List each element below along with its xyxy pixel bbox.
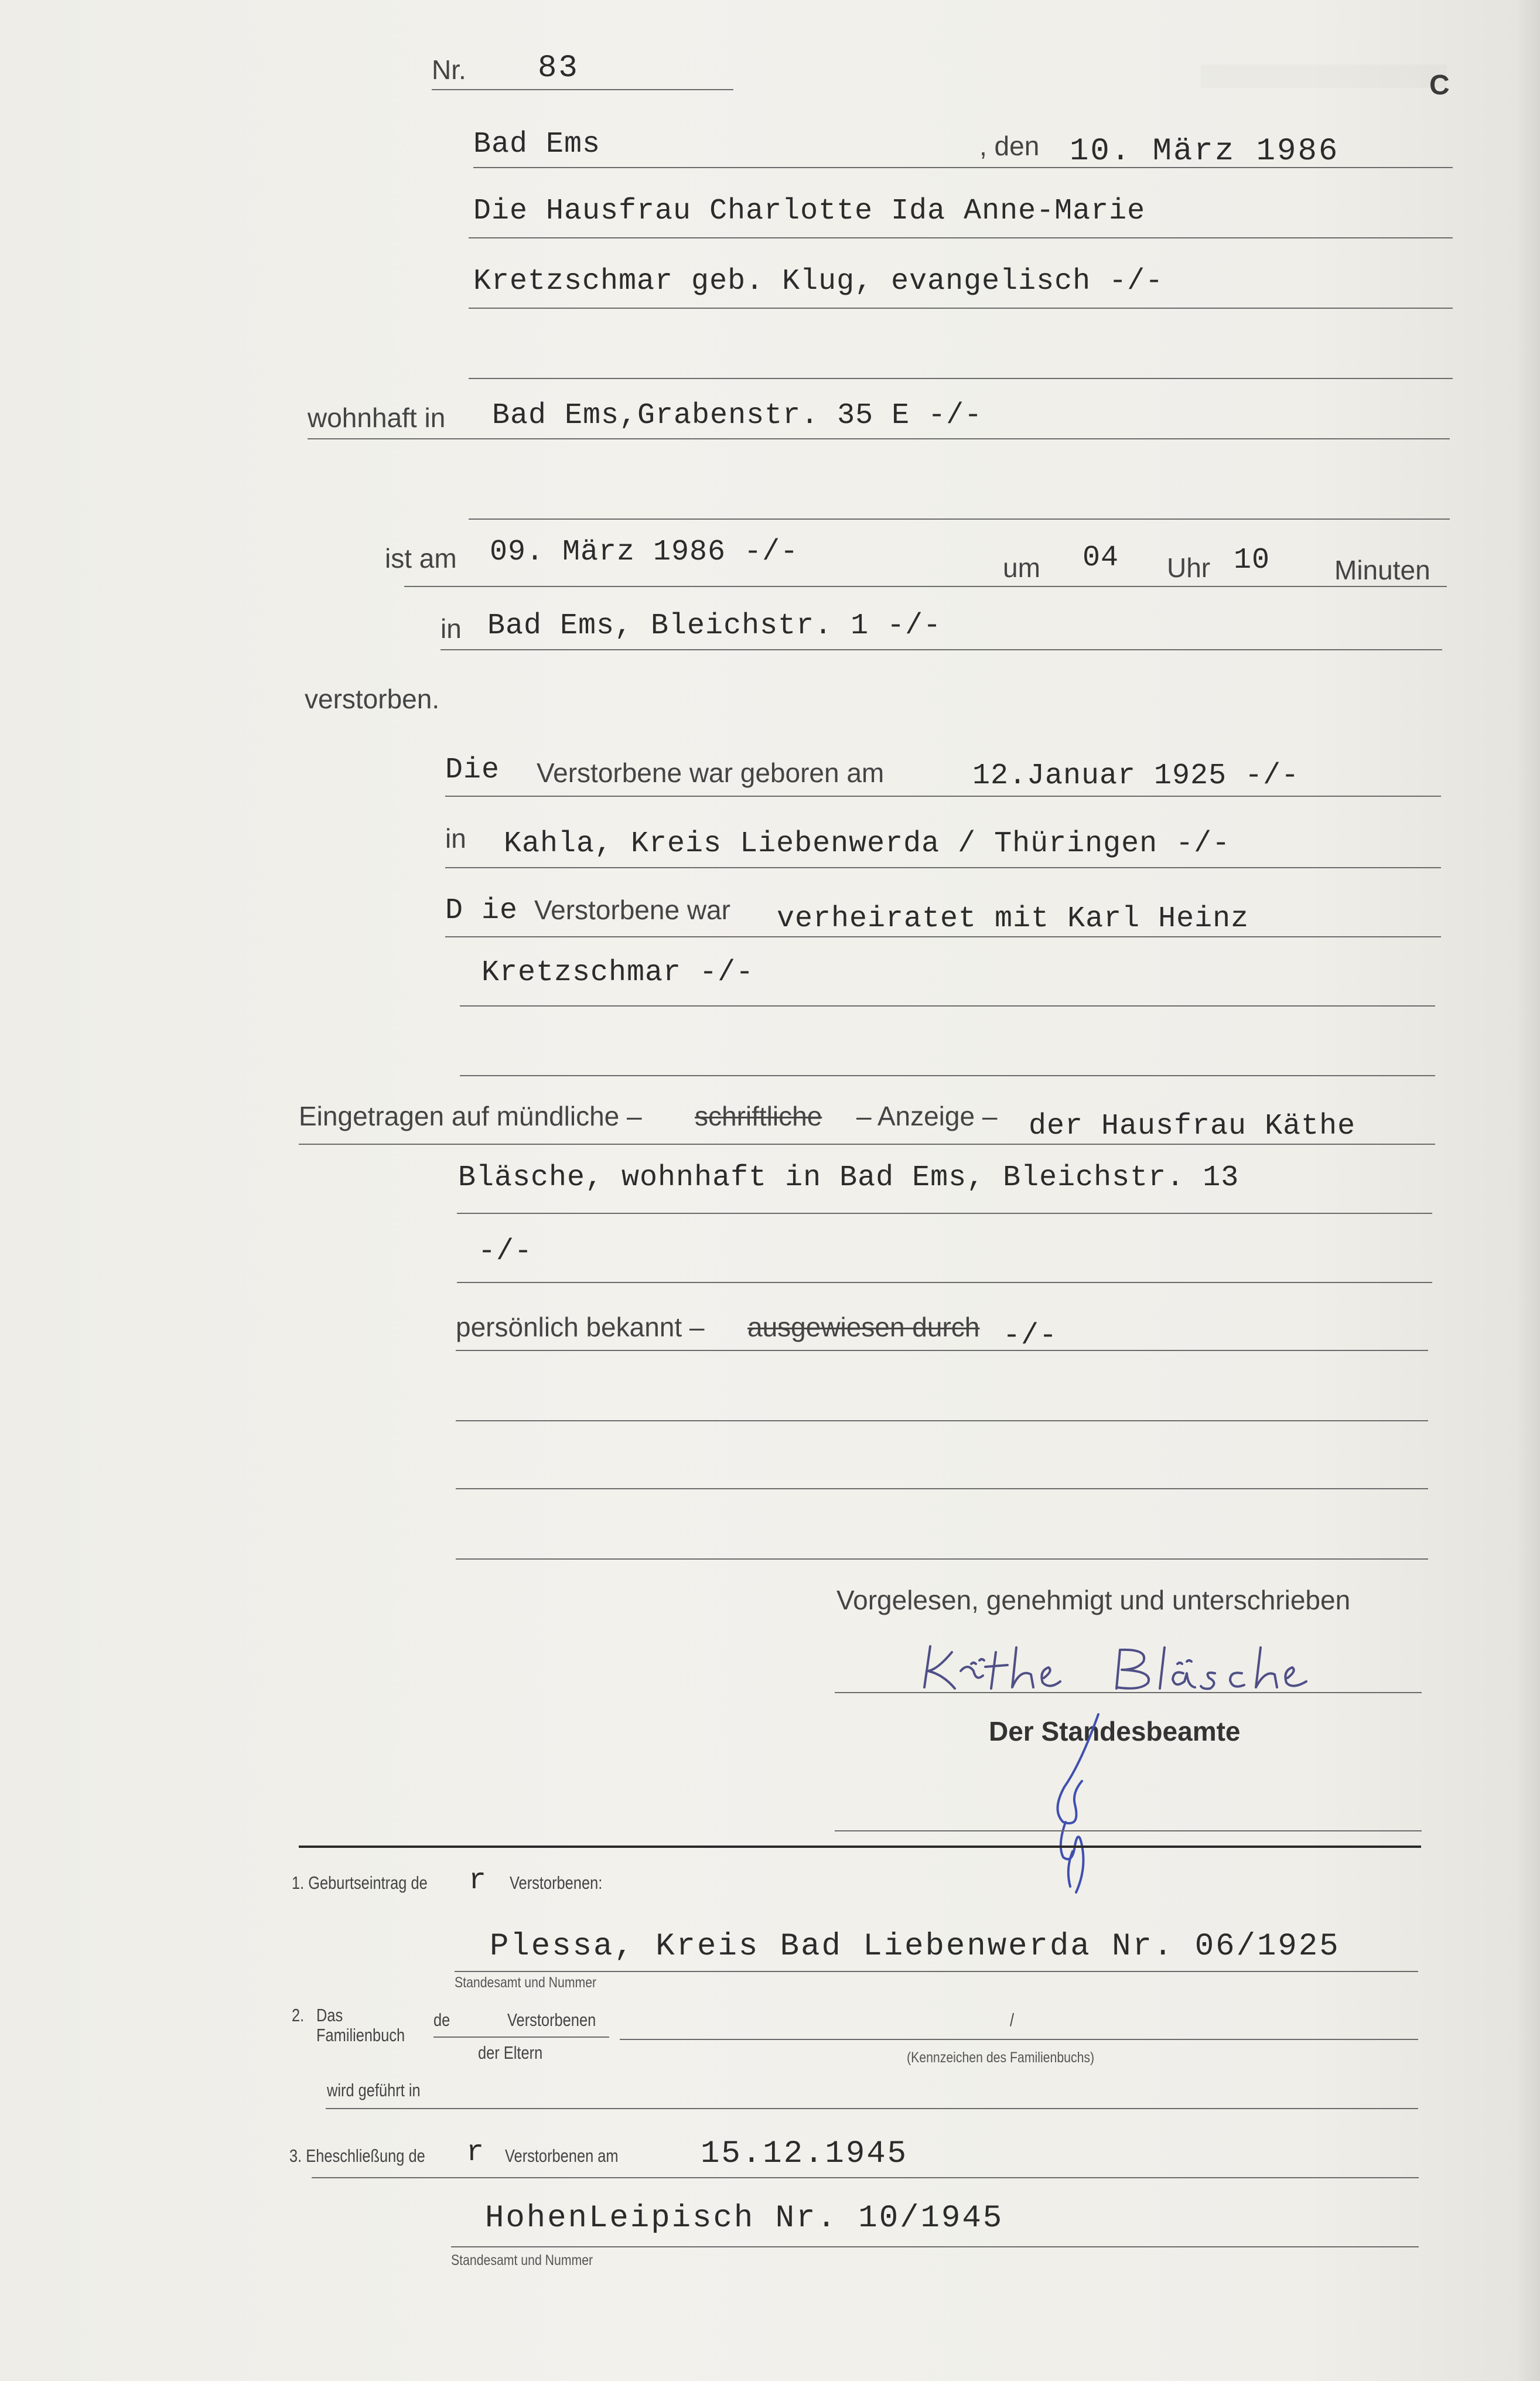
footer-separator: [299, 1846, 1421, 1848]
residence-value: Bad Ems,Grabenstr. 35 E -/-: [492, 399, 983, 432]
blank-rule-1: [469, 378, 1453, 379]
blank-rule-6: [456, 1558, 1428, 1560]
footer-2-das: Das: [316, 2005, 343, 2025]
read-approved-label: Vorgelesen, genehmigt und unterschrieben: [836, 1585, 1351, 1615]
footer-2-num: 2.: [292, 2005, 305, 2025]
registration-value-1: der Hausfrau Käthe: [1029, 1110, 1356, 1143]
marriage-rule-1: [445, 936, 1441, 937]
birth-place-rule: [445, 867, 1441, 868]
residence-rule: [308, 438, 1450, 439]
footer-2-gefuehrt-rule: [326, 2108, 1418, 2109]
minuten-label: Minuten: [1334, 555, 1430, 585]
ist-am-label: ist am: [385, 543, 457, 574]
registration-rule-2: [457, 1213, 1432, 1214]
footer-3-rule: [312, 2177, 1419, 2178]
marriage-value-2: Kretzschmar -/-: [482, 956, 754, 990]
show-through-shadow: [1201, 64, 1447, 88]
footer-2-verstorbenen: Verstorbenen: [507, 2010, 596, 2030]
signature-kaethe-blaesche: [920, 1640, 1318, 1705]
footer-2-eltern: der Eltern: [478, 2042, 543, 2063]
footer-1-label-b: Verstorbenen:: [510, 1872, 603, 1893]
corner-letter: C: [1429, 70, 1450, 101]
footer-1-caption: Standesamt und Nummer: [455, 1974, 597, 1991]
footer-3-value-rule: [451, 2246, 1419, 2247]
registration-value-3: -/-: [478, 1235, 533, 1268]
footer-3-caption: Standesamt und Nummer: [451, 2252, 593, 2269]
marriage-prefix: D ie: [445, 894, 518, 927]
official-label: Der Standesbeamte: [989, 1716, 1241, 1746]
birth-prefix: Die: [445, 753, 500, 787]
residence-label: wohnhaft in: [308, 402, 446, 433]
birth-date-rule: [445, 796, 1441, 797]
registration-label-a: Eingetragen auf mündliche –: [299, 1101, 642, 1131]
death-hour: 04: [1083, 541, 1119, 575]
footer-2-caption: (Kennzeichen des Familienbuchs): [907, 2049, 1095, 2066]
blank-rule-3: [460, 1075, 1435, 1076]
footer-3-value: HohenLeipisch Nr. 10/1945: [485, 2201, 1004, 2236]
known-value: -/-: [1003, 1319, 1058, 1353]
official-initials: [1040, 1711, 1110, 1898]
footer-2-rule: [620, 2039, 1418, 2040]
death-minutes: 10: [1234, 544, 1271, 577]
deceased-line-1-rule: [469, 237, 1453, 238]
nr-line: [432, 89, 733, 90]
death-place: Bad Ems, Bleichstr. 1 -/-: [487, 609, 942, 643]
marriage-rule-2: [460, 1005, 1435, 1007]
page-edge-shadow: [1517, 0, 1540, 2381]
den-label: , den: [979, 131, 1040, 161]
official-signature-rule: [835, 1830, 1422, 1831]
deceased-line-2-rule: [469, 308, 1453, 309]
death-time-rule: [404, 586, 1447, 587]
footer-1-r: r: [469, 1864, 487, 1898]
registration-rule-1: [299, 1144, 1435, 1145]
place-date-line: [473, 167, 1453, 168]
death-in-label: in: [441, 613, 462, 644]
footer-1-rule: [455, 1971, 1418, 1972]
registration-label-b: – Anzeige –: [856, 1101, 998, 1131]
registration-value-2: Bläsche, wohnhaft in Bad Ems, Bleichstr. 13: [458, 1161, 1239, 1195]
footer-3-label-a: 3. Eheschließung de: [289, 2145, 425, 2166]
death-date: 09. März 1986 -/-: [490, 535, 799, 569]
blank-rule-5: [456, 1488, 1428, 1489]
known-struck: ausgewiesen durch: [747, 1312, 980, 1342]
registration-rule-3: [457, 1282, 1432, 1283]
signature-rule: [835, 1692, 1422, 1693]
death-place-rule: [441, 649, 1442, 650]
marriage-label: Verstorbene war: [534, 895, 730, 925]
footer-2-slash: /: [1010, 2010, 1015, 2030]
footer-1-label-a: 1. Geburtseintrag de: [292, 1872, 428, 1893]
footer-3-r: r: [466, 2136, 485, 2169]
known-label: persönlich bekannt –: [456, 1312, 705, 1342]
birth-in-label: in: [445, 823, 466, 854]
footer-3-date: 15.12.1945: [701, 2136, 909, 2172]
footer-2-gefuehrt: wird geführt in: [327, 2080, 421, 2100]
footer-2-de-rule: [433, 2037, 609, 2038]
verstorben-label: verstorben.: [305, 684, 440, 714]
nr-label: Nr.: [432, 54, 466, 85]
marriage-value-1: verheiratet mit Karl Heinz: [777, 902, 1249, 936]
footer-2-familienbuch: Familienbuch: [316, 2025, 405, 2045]
birth-place: Kahla, Kreis Liebenwerda / Thüringen -/-: [504, 827, 1231, 861]
deceased-line-1: Die Hausfrau Charlotte Ida Anne-Marie: [473, 195, 1146, 228]
blank-rule-4: [456, 1420, 1428, 1421]
uhr-label: Uhr: [1167, 552, 1211, 583]
um-label: um: [1003, 552, 1040, 583]
deceased-line-2: Kretzschmar geb. Klug, evangelisch -/-: [473, 265, 1164, 298]
nr-value: 83: [538, 50, 579, 86]
place-value: Bad Ems: [473, 128, 601, 161]
footer-2-de: de: [433, 2010, 450, 2030]
birth-date: 12.Januar 1925 -/-: [972, 759, 1300, 793]
footer-1-value: Plessa, Kreis Bad Liebenwerda Nr. 06/1925: [490, 1929, 1340, 1964]
blank-rule-2: [469, 519, 1450, 520]
date-value: 10. März 1986: [1070, 134, 1340, 169]
birth-label: Verstorbene war geboren am: [537, 758, 885, 788]
registration-label-struck: schriftliche: [695, 1101, 822, 1131]
footer-3-label-b: Verstorbenen am: [505, 2145, 619, 2166]
known-rule: [456, 1350, 1428, 1351]
